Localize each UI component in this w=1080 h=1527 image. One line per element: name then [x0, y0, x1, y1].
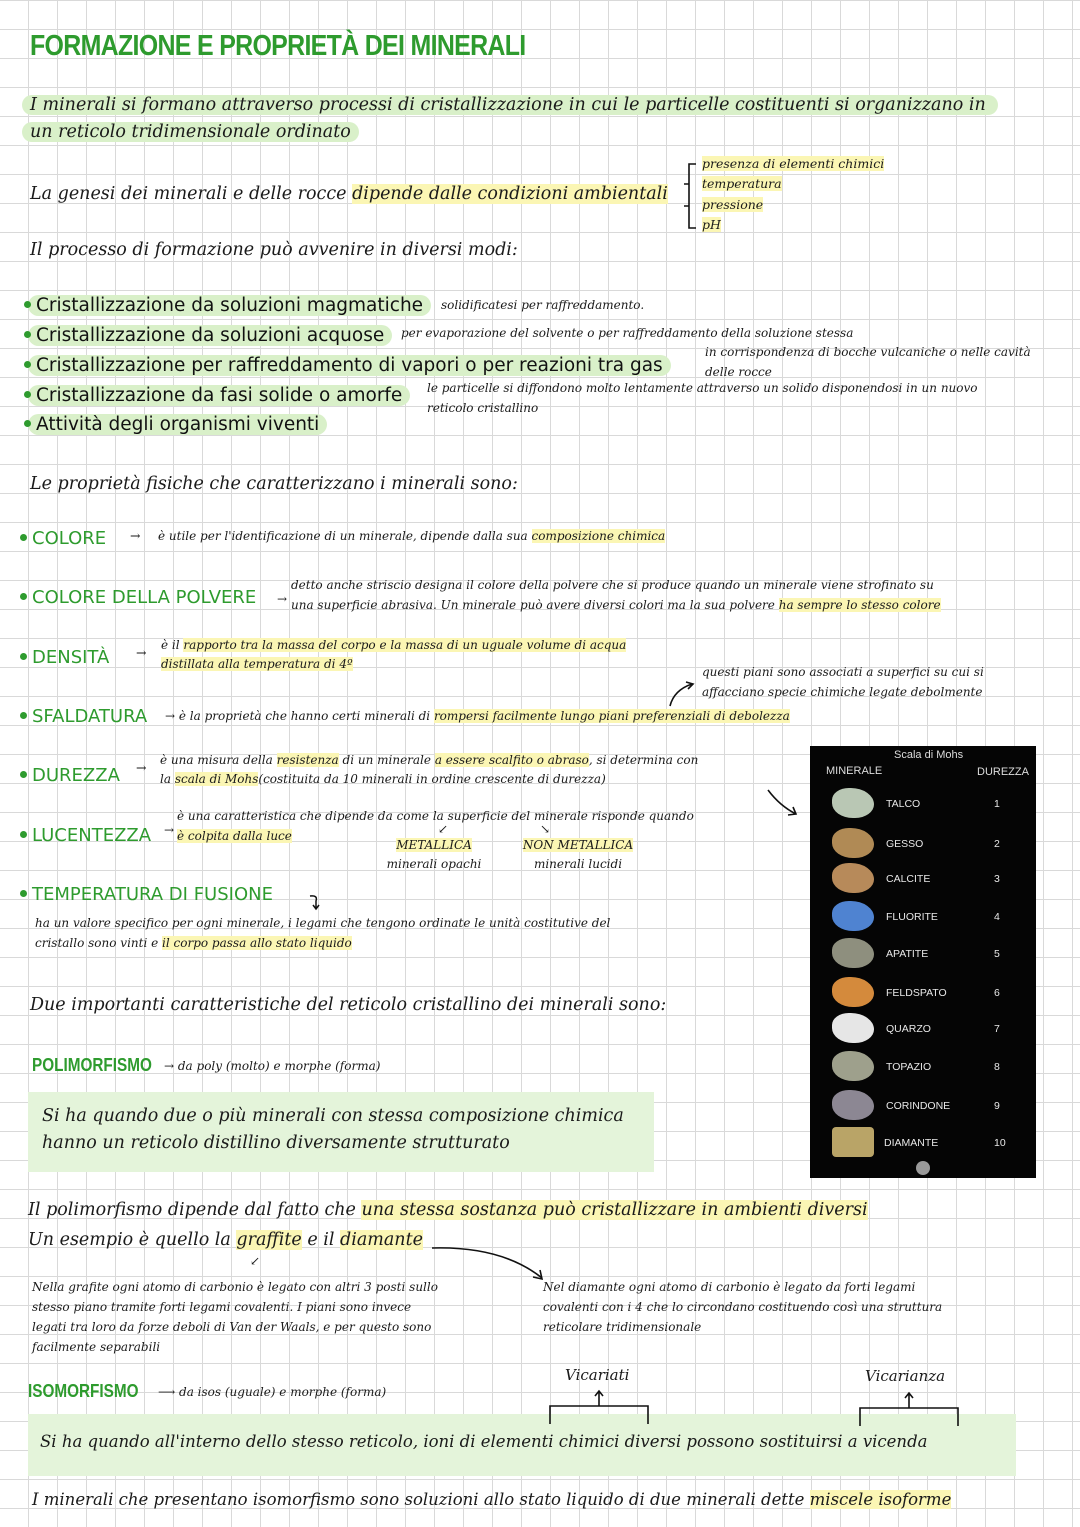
mineral-image — [832, 1090, 874, 1120]
curved-arrow-icon — [668, 680, 698, 710]
factor-item: presenza di elementi chimici — [702, 156, 885, 171]
property-text: detto anche striscio designa il colore della polvere che si produce quando un minerale viene strofinato su — [291, 578, 934, 592]
property-text: → è la proprietà che hanno certi minerali di rompersi facilmente lungo piani preferenziali di debolezza — [165, 709, 790, 723]
factor-item: pH — [702, 217, 721, 232]
property-text: è una caratteristica che dipende da come la superficie del minerale risponde quando — [177, 809, 694, 823]
mohs-row: FLUORITE 4 — [810, 901, 1036, 937]
polimorfismo-depends: Il polimorfismo dipende dal fatto che una stessa sostanza può cristallizzare in ambienti diversi — [28, 1200, 868, 1220]
isomorfismo-title: ISOMORFISMO — [28, 1381, 139, 1401]
bullet-icon — [20, 890, 27, 897]
bracket-up-icon — [858, 1392, 962, 1428]
isomorfismo-etymology: ⟶ da isos (uguale) e morphe (forma) — [158, 1385, 387, 1399]
lustre-metallic-desc: minerali opachi — [386, 857, 482, 871]
polimorfismo-definition-box — [28, 1092, 654, 1172]
mineral-image — [832, 938, 874, 968]
arrow-down-icon: ↘ — [540, 822, 551, 836]
property-text: è una misura della resistenza di un minerale a essere scalfito o abraso, si determina con — [160, 753, 699, 767]
bullet-icon — [20, 593, 27, 600]
property-text: è utile per l'identificazione di un minerale, dipende dalla sua composizione chimica — [158, 529, 666, 543]
property-lucentezza: LUCENTEZZA — [20, 825, 151, 846]
arrow-to-table-icon — [766, 788, 800, 818]
sfaldatura-note: affacciano specie chimiche legate debolmente — [702, 685, 983, 699]
process-note: le particelle si diffondono molto lentamente attraverso un solido disponendosi in un nuovo — [427, 381, 978, 395]
label-vicarianza: Vicarianza — [865, 1367, 946, 1385]
property-text: cristallo sono vinti e il corpo passa allo stato liquido — [35, 936, 352, 950]
mineral-image — [832, 828, 874, 858]
process-item: Attività degli organismi viventi — [24, 414, 327, 435]
process-item: Cristallizzazione da soluzioni acquose — [24, 325, 392, 346]
mohs-row: GESSO 2 — [810, 828, 1036, 864]
mohs-row: CALCITE 3 — [810, 863, 1036, 899]
mohs-row: TALCO 1 — [810, 788, 1036, 824]
arrow-down-icon: ↙ — [250, 1254, 261, 1268]
bullet-icon — [20, 534, 27, 541]
property-text: è il rapporto tra la massa del corpo e la massa di un uguale volume di acqua — [161, 638, 627, 652]
mohs-col-hardness: DUREZZA — [977, 766, 1029, 778]
mineral-image — [832, 788, 874, 818]
property-densita: DENSITÀ — [20, 647, 109, 668]
lustre-nonmetallic-desc: minerali lucidi — [533, 857, 623, 871]
hook-arrow-icon — [308, 893, 324, 911]
curved-arrow-icon — [432, 1246, 552, 1286]
property-sfaldatura: SFALDATURA — [20, 706, 147, 727]
process-note: solidificatesi per raffreddamento. — [441, 298, 645, 312]
property-text: distillata alla temperatura di 4º — [161, 657, 353, 671]
bullet-icon — [20, 653, 27, 660]
process-intro: Il processo di formazione può avvenire in diversi modi: — [30, 240, 518, 260]
graphite-text: Nella grafite ogni atomo di carbonio è legato con altri 3 posti sullo stesso piano tramite forti legami covalenti. I piani sono invece legati tra loro da forze deboli di Van der Waals, e per questo sono facilmente separabili — [32, 1280, 438, 1354]
process-item: Cristallizzazione da soluzioni magmatiche — [24, 295, 431, 316]
property-text: è colpita dalla luce — [177, 829, 292, 843]
brace-icon — [684, 160, 698, 232]
process-note: per evaporazione del solvente o per raffreddamento della soluzione stessa — [401, 326, 854, 340]
bracket-up-icon — [548, 1390, 652, 1426]
logo-icon — [916, 1161, 930, 1175]
mohs-title: Scala di Mohs — [894, 749, 964, 761]
intro-line-2: un reticolo tridimensionale ordinato — [30, 122, 359, 142]
property-colore: COLORE — [20, 528, 106, 549]
lattice-intro: Due importanti caratteristiche del reticolo cristallino dei minerali sono: — [30, 995, 667, 1015]
bullet-icon — [24, 420, 31, 427]
property-text: ha un valore specifico per ogni minerale, i legami che tengono ordinate le unità costitutive del — [35, 916, 611, 930]
polimorfismo-definition: hanno un reticolo distillino diversamente strutturato — [42, 1133, 510, 1153]
arrow-icon: → — [136, 645, 147, 660]
mineral-image — [832, 863, 874, 893]
polimorfismo-example: Un esempio è quello la graffite e il diamante — [28, 1230, 423, 1250]
arrow-icon: → — [277, 592, 288, 606]
lustre-metallic: METALLICA — [396, 838, 472, 852]
arrow-down-icon: ↙ — [438, 822, 449, 836]
property-colore-polvere: COLORE DELLA POLVERE — [20, 587, 256, 608]
label-vicariati: Vicariati — [565, 1366, 630, 1384]
properties-intro: Le proprietà fisiche che caratterizzano i minerali sono: — [30, 474, 518, 494]
mineral-image — [832, 1051, 874, 1081]
mohs-row: DIAMANTE 10 — [810, 1127, 1036, 1163]
bullet-icon — [24, 301, 31, 308]
page-title: FORMAZIONE E PROPRIETÀ DEI MINERALI — [30, 30, 526, 62]
process-note: reticolo cristallino — [427, 401, 539, 415]
polimorfismo-etymology: → da poly (molto) e morphe (forma) — [164, 1059, 381, 1073]
isomorfismo-solutions: I minerali che presentano isomorfismo sono soluzioni allo stato liquido di due minerali dette miscele isoforme — [32, 1490, 952, 1509]
bullet-icon — [24, 361, 31, 368]
sfaldatura-note: questi piani sono associati a superfici su cui si — [702, 665, 984, 679]
mohs-scale-table — [810, 746, 1036, 1178]
mohs-row: APATITE 5 — [810, 938, 1036, 974]
property-text: la scala di Mohs(costituita da 10 minerali in ordine crescente di durezza) — [160, 772, 606, 786]
bullet-icon — [20, 771, 27, 778]
arrow-icon: → — [130, 528, 141, 543]
polimorfismo-title: POLIMORFISMO — [32, 1055, 152, 1075]
mohs-col-mineral: MINERALE — [826, 765, 883, 777]
mineral-image — [832, 1127, 874, 1157]
bullet-icon — [24, 331, 31, 338]
process-item: Cristallizzazione da fasi solide o amorfe — [24, 385, 410, 406]
intro-line-1: I minerali si formano attraverso processi di cristallizzazione in cui le particelle costituenti si organizzano in — [30, 95, 998, 115]
bullet-icon — [20, 831, 27, 838]
mineral-image — [832, 1013, 874, 1043]
process-item: Cristallizzazione per raffreddamento di vapori o per reazioni tra gas — [24, 355, 671, 376]
mohs-row: CORINDONE 9 — [810, 1090, 1036, 1126]
factor-item: pressione — [702, 197, 764, 212]
property-text: una superficie abrasiva. Un minerale può avere diversi colori ma la sua polvere ha sempre lo stesso colore — [291, 598, 941, 612]
process-note: delle rocce — [705, 365, 772, 379]
arrow-icon: → — [136, 760, 147, 775]
arrow-icon: → — [164, 823, 175, 837]
mohs-row: FELDSPATO 6 — [810, 977, 1036, 1013]
mohs-row: QUARZO 7 — [810, 1013, 1036, 1049]
mineral-image — [832, 901, 874, 931]
property-durezza: DUREZZA — [20, 765, 120, 786]
process-note: in corrispondenza di bocche vulcaniche o nelle cavità — [705, 345, 1031, 359]
property-fusione: TEMPERATURA DI FUSIONE — [20, 884, 273, 905]
bullet-icon — [24, 391, 31, 398]
factor-item: temperatura — [702, 176, 782, 191]
polimorfismo-definition: Si ha quando due o più minerali con stessa composizione chimica — [42, 1106, 624, 1126]
mineral-image — [832, 977, 874, 1007]
bullet-icon — [20, 712, 27, 719]
lustre-nonmetallic: NON METALLICA — [522, 838, 634, 852]
diamond-text: Nel diamante ogni atomo di carbonio è legato da forti legami covalenti con i 4 che lo circondano costituendo così una struttura reticolare tridimensionale — [543, 1280, 943, 1334]
genesis-text: La genesi dei minerali e delle rocce dipende dalle condizioni ambientali — [30, 184, 668, 204]
isomorfismo-definition: Si ha quando all'interno dello stesso reticolo, ioni di elementi chimici diversi possono sostituirsi a vicenda — [40, 1432, 928, 1451]
mohs-row: TOPAZIO 8 — [810, 1051, 1036, 1087]
